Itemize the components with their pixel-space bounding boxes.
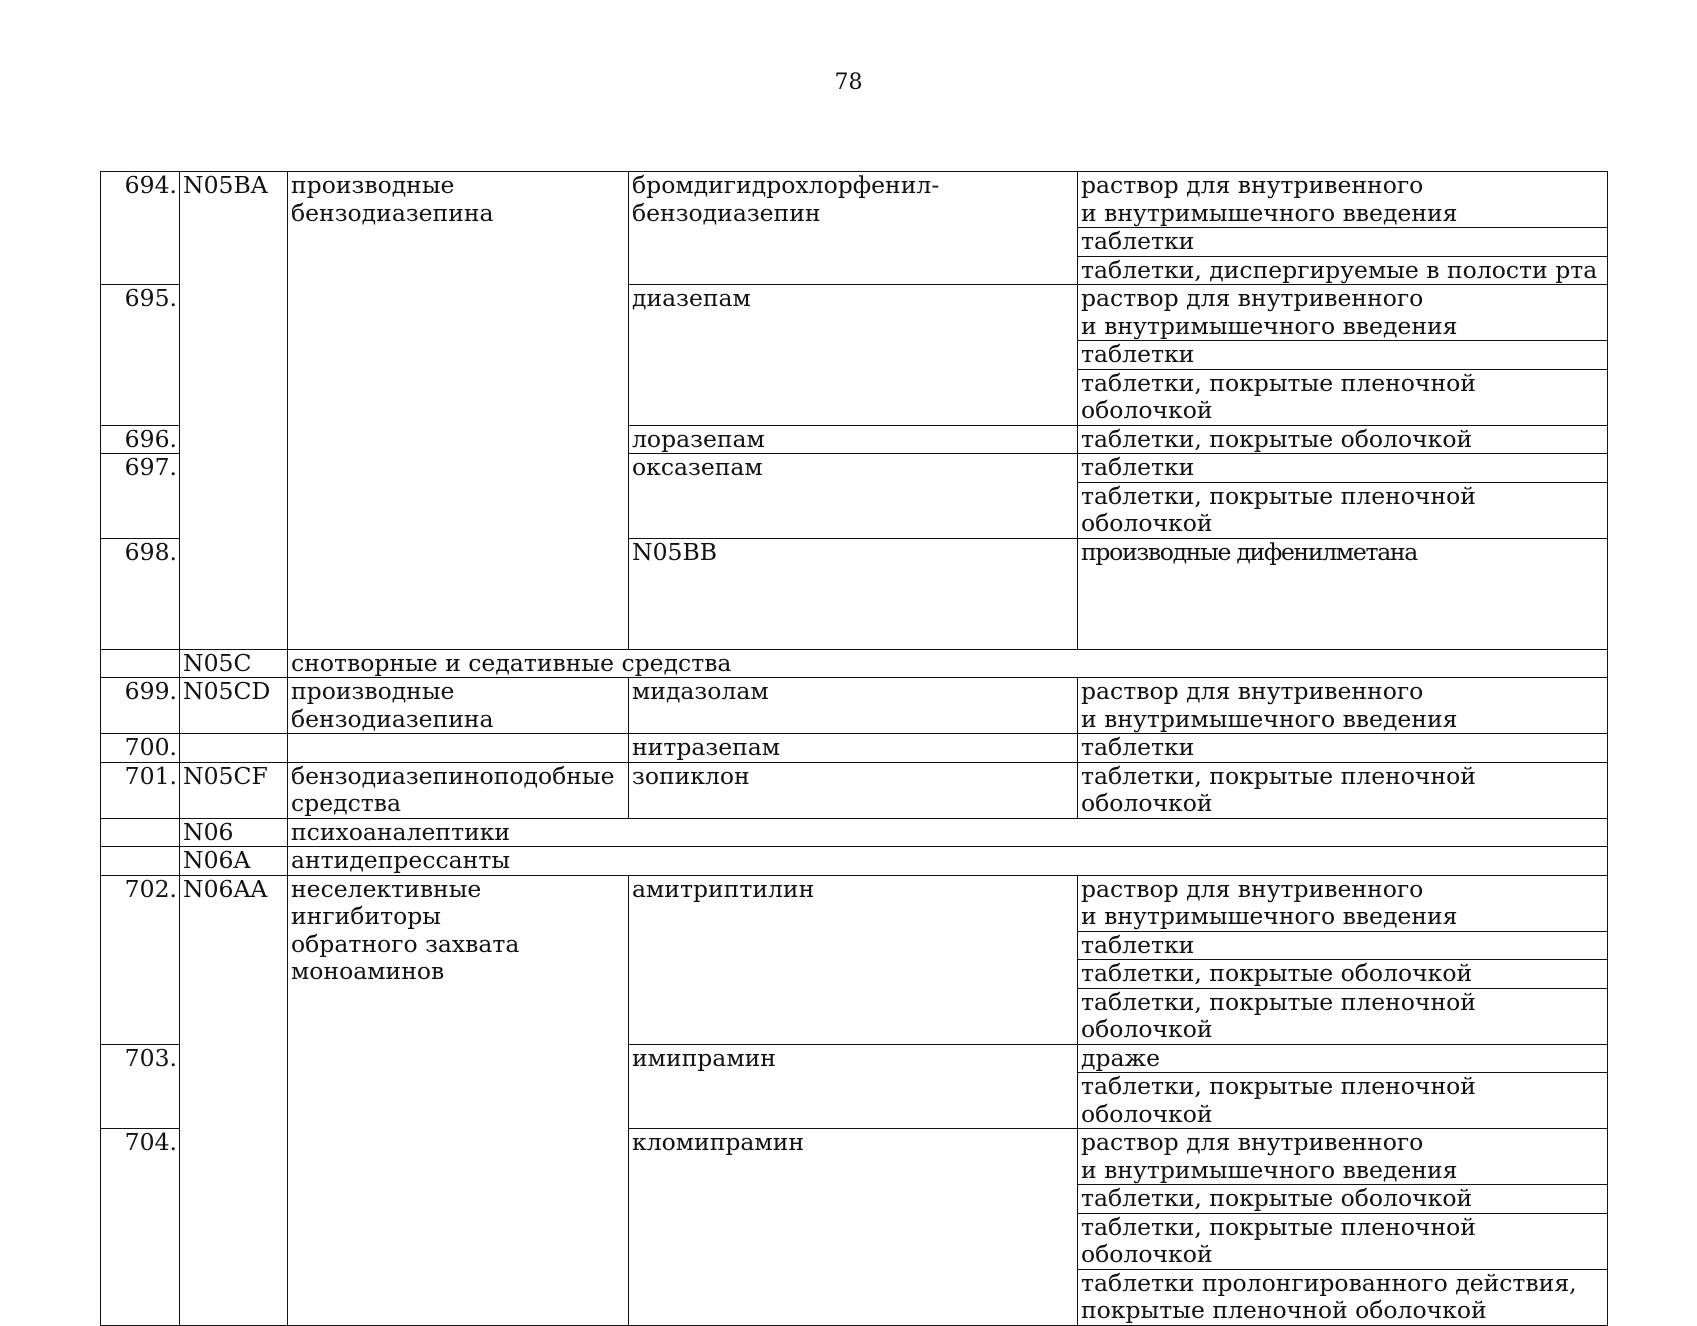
drug-name: бромдигидрохлорфенил- бензодиазепин: [629, 172, 1078, 285]
dosage-form: таблетки: [1078, 734, 1608, 763]
drug-name: зопиклон: [629, 762, 1078, 818]
row-number: [101, 649, 180, 678]
atc-code: N05CF: [180, 762, 288, 818]
section-title: снотворные и седативные средства: [288, 649, 1608, 678]
drug-name: кломипрамин: [629, 1129, 1078, 1326]
drug-name: амитриптилин: [629, 875, 1078, 1044]
row-number: [101, 818, 180, 847]
dosage-form: драже: [1078, 1044, 1608, 1073]
row-number: 701.: [101, 762, 180, 818]
dosage-form: таблетки, покрытые пленочной оболочкой: [1078, 1073, 1608, 1129]
atc-code: N05C: [180, 649, 288, 678]
row-number: 694.: [101, 172, 180, 285]
drug-name: нитразепам: [629, 734, 1078, 763]
group-name: бензодиазепиноподобные средства: [288, 762, 629, 818]
dosage-form: раствор для внутривенного и внутримышечного введения: [1078, 678, 1608, 734]
dosage-form: таблетки: [1078, 341, 1608, 370]
row-number: 697.: [101, 454, 180, 539]
row-number: 695.: [101, 285, 180, 426]
dosage-form: раствор для внутривенного и внутримышечного введения: [1078, 285, 1608, 341]
dosage-form: таблетки, покрытые оболочкой: [1078, 425, 1608, 454]
atc-code: N06AA: [180, 875, 288, 1325]
table-row: [101, 875, 1608, 931]
atc-code: N05BA: [180, 172, 288, 650]
table-row: [101, 172, 1608, 228]
dosage-form: таблетки, покрытые пленочной оболочкой: [1078, 369, 1608, 425]
table-row: [101, 762, 1608, 818]
table-row: [101, 678, 1608, 734]
row-number: 699.: [101, 678, 180, 734]
dosage-form: таблетки пролонгированного действия, покрытые пленочной оболочкой: [1078, 1269, 1608, 1325]
dosage-form: раствор для внутривенного и внутримышечного введения: [1078, 1129, 1608, 1185]
group-name: производные бензодиазепина: [288, 172, 629, 650]
atc-code: [180, 734, 288, 763]
section-title: психоаналептики: [288, 818, 1608, 847]
section-title: антидепрессанты: [288, 847, 1608, 876]
row-number: 696.: [101, 425, 180, 454]
group-name: производные дифенилметана: [1078, 538, 1608, 649]
group-name: [288, 734, 629, 763]
atc-code: N05BB: [629, 538, 1078, 649]
atc-code: N06: [180, 818, 288, 847]
dosage-form: таблетки: [1078, 454, 1608, 483]
section-row: [101, 818, 1608, 847]
group-name: производные бензодиазепина: [288, 678, 629, 734]
drug-name: имипрамин: [629, 1044, 1078, 1129]
drug-name: оксазепам: [629, 454, 1078, 539]
dosage-form: таблетки, покрытые пленочной оболочкой: [1078, 762, 1608, 818]
row-number: 698.: [101, 538, 180, 649]
group-name: неселективные ингибиторы обратного захвата моноаминов: [288, 875, 629, 1325]
row-number: 704.: [101, 1129, 180, 1326]
drug-name: лоразепам: [629, 425, 1078, 454]
dosage-form: таблетки, покрытые оболочкой: [1078, 1185, 1608, 1214]
dosage-form: раствор для внутривенного и внутримышечного введения: [1078, 172, 1608, 228]
row-number: 702.: [101, 875, 180, 1044]
row-number: 700.: [101, 734, 180, 763]
dosage-form: таблетки, покрытые оболочкой: [1078, 960, 1608, 989]
dosage-form: таблетки, покрытые пленочной оболочкой: [1078, 988, 1608, 1044]
atc-code: N05CD: [180, 678, 288, 734]
drug-name: мидазолам: [629, 678, 1078, 734]
section-row: [101, 649, 1608, 678]
section-row: [101, 847, 1608, 876]
dosage-form: таблетки, покрытые пленочной оболочкой: [1078, 1213, 1608, 1269]
row-number: [101, 847, 180, 876]
dosage-form: таблетки: [1078, 228, 1608, 257]
drug-name: диазепам: [629, 285, 1078, 426]
page-number: 78: [834, 70, 863, 95]
medicines-table: [100, 171, 1608, 1326]
dosage-form: таблетки, диспергируемые в полости рта: [1078, 256, 1608, 285]
atc-code: N06A: [180, 847, 288, 876]
dosage-form: таблетки: [1078, 931, 1608, 960]
dosage-form: раствор для внутривенного и внутримышечного введения: [1078, 875, 1608, 931]
dosage-form: таблетки, покрытые пленочной оболочкой: [1078, 482, 1608, 538]
row-number: 703.: [101, 1044, 180, 1129]
table-row: [101, 734, 1608, 763]
